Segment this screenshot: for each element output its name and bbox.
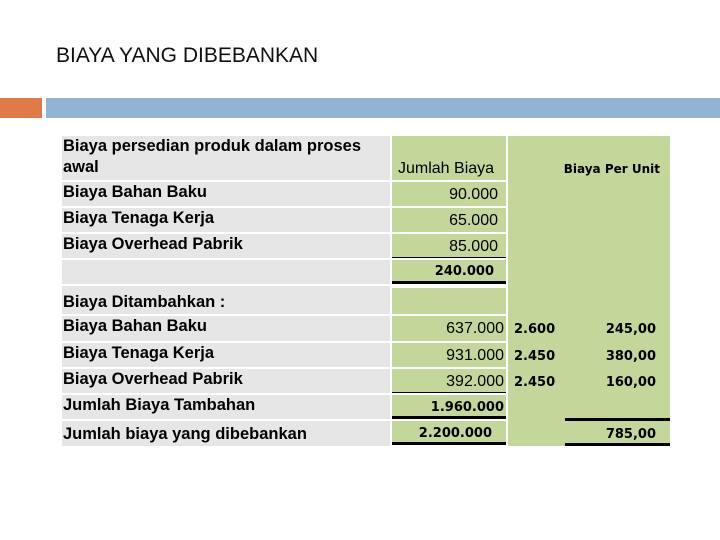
row-label: Biaya persedian produk dalam proses awal (62, 136, 390, 180)
total-rule (565, 418, 670, 421)
header-jumlah-biaya: Jumlah Biaya (392, 136, 506, 180)
total-tambahan-cell: 1.960.000 (392, 395, 506, 419)
per-unit-cell: 245,00 (605, 322, 656, 337)
row-label: Biaya Overhead Pabrik (62, 369, 390, 393)
row-label: Jumlah Biaya Tambahan (62, 395, 390, 419)
jumlah-cell: 65.000 (392, 208, 506, 232)
per-unit-cell: 160,00 (605, 375, 656, 390)
subtotal-cell: 240.000 (392, 260, 506, 284)
per-unit-total-cell: 785,00 (565, 427, 670, 446)
jumlah-cell: 392.000 (392, 369, 506, 393)
row-label: Biaya Bahan Baku (62, 182, 390, 206)
total-dibebankan-cell: 2.200.000 (392, 421, 506, 445)
unit-cell: 2.450 (514, 349, 556, 364)
row-label: Jumlah biaya yang dibebankan (62, 421, 390, 446)
row-label: Biaya Ditambahkan : (62, 286, 390, 314)
row-label: Biaya Overhead Pabrik (62, 234, 390, 258)
row-label (62, 260, 390, 284)
jumlah-cell: 637.000 (392, 316, 506, 341)
empty-cell (392, 288, 506, 314)
slide-title: BIAYA YANG DIBEBANKAN (56, 44, 319, 67)
accent-bar-blue (46, 98, 720, 118)
jumlah-cell: 85.000 (392, 234, 506, 258)
per-unit-column-bg (508, 136, 670, 446)
unit-cell: 2.450 (514, 375, 556, 390)
per-unit-cell: 380,00 (605, 349, 656, 364)
header-biaya-per-unit: Biaya Per Unit (563, 162, 660, 176)
row-label: Biaya Bahan Baku (62, 316, 390, 341)
accent-bar-orange (0, 98, 42, 118)
jumlah-cell: 90.000 (392, 182, 506, 206)
jumlah-cell: 931.000 (392, 343, 506, 367)
row-label: Biaya Tenaga Kerja (62, 208, 390, 232)
row-label: Biaya Tenaga Kerja (62, 343, 390, 367)
unit-cell: 2.600 (514, 322, 556, 337)
